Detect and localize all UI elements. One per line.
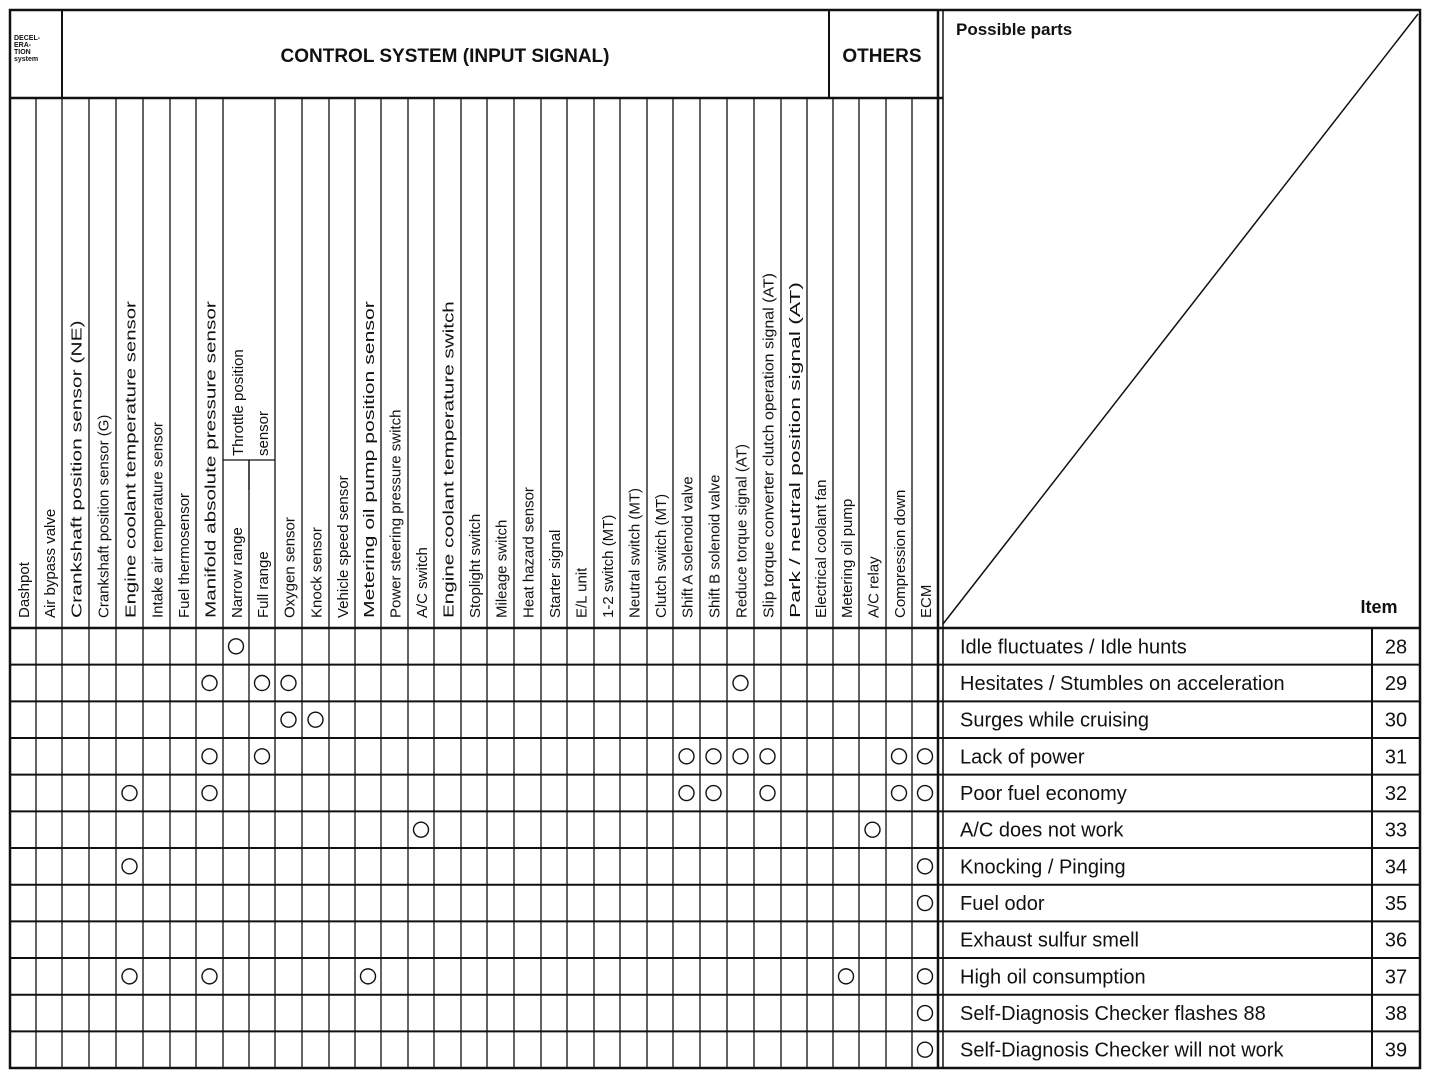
column-label: ECM — [918, 584, 935, 618]
mark-circle — [202, 676, 217, 691]
column-label: A/C switch — [414, 547, 431, 618]
table-row — [229, 636, 1408, 658]
mark-circle — [308, 712, 323, 727]
table-row — [281, 710, 1407, 732]
symptom-label: Idle fluctuates / Idle hunts — [960, 636, 1187, 659]
table-row — [918, 1040, 1408, 1062]
symptom-label: Surges while cruising — [960, 709, 1149, 732]
mark-circle — [760, 749, 775, 764]
mark-circle — [918, 896, 933, 911]
mark-circle — [839, 969, 854, 984]
mark-circle — [122, 786, 137, 801]
control-system-heading: CONTROL SYSTEM (INPUT SIGNAL) — [280, 46, 610, 67]
column-label: Knock sensor — [308, 527, 326, 618]
table-row — [918, 1003, 1408, 1025]
column-label: Crankshaft position sensor (NE) — [68, 405, 86, 618]
column-label: Stoplight switch — [467, 513, 484, 618]
column-label: Oxygen sensor — [281, 517, 299, 618]
column-label: Dashpot — [16, 562, 33, 618]
others-heading: OTHERS — [842, 46, 922, 67]
item-heading: Item — [1360, 597, 1398, 617]
column-label: Park / neutral position signal (AT) — [787, 397, 804, 618]
item-number: 37 — [1384, 966, 1408, 989]
mark-circle — [122, 969, 137, 984]
column-label: Full range — [255, 551, 272, 618]
table-row — [202, 746, 1407, 768]
item-number: 33 — [1384, 819, 1408, 842]
mark-circle — [918, 859, 933, 874]
column-label: A/C relay — [865, 556, 883, 618]
throttle-group-label: sensor — [255, 410, 272, 456]
mark-circle — [918, 969, 933, 984]
symptom-label: A/C does not work — [960, 819, 1124, 842]
symptom-label: Hesitates / Stumbles on acceleration — [960, 673, 1285, 696]
table-row — [122, 856, 1407, 878]
column-label: Metering oil pump position sensor — [361, 393, 378, 618]
mark-circle — [281, 712, 296, 727]
column-label: Slip torque converter clutch operation signal (AT) — [760, 293, 778, 618]
column-label: Power steering pressure switch — [387, 409, 405, 618]
item-number: 34 — [1384, 856, 1408, 879]
mark-circle — [892, 786, 907, 801]
mark-circle — [733, 749, 748, 764]
system-label-line: DECEL- — [14, 35, 41, 42]
column-label: Air bypass valve — [42, 508, 59, 618]
column-label: Manifold absolute pressure sensor — [202, 388, 220, 618]
column-label: Starter signal — [547, 529, 564, 618]
item-number: 28 — [1384, 636, 1408, 659]
column-label: Electrical coolant fan — [813, 479, 830, 618]
mark-circle — [892, 749, 907, 764]
corner-diagonal — [943, 14, 1418, 624]
column-label: Neutral switch (MT) — [626, 487, 644, 618]
mark-circle — [918, 1042, 933, 1057]
mark-circle — [918, 1006, 933, 1021]
column-label: Engine coolant temperature sensor — [122, 384, 140, 618]
mark-circle — [122, 859, 137, 874]
column-label: E/L unit — [573, 567, 591, 618]
symptom-label: Exhaust sulfur smell — [960, 929, 1139, 952]
column-label: 1-2 switch (MT) — [600, 514, 617, 618]
system-label-line: system — [14, 56, 39, 63]
column-label: Shift B solenoid valve — [706, 474, 724, 618]
column-label: Vehicle speed sensor — [335, 475, 352, 618]
table-row — [122, 966, 1407, 988]
item-number: 30 — [1384, 709, 1408, 732]
symptom-label: Knocking / Pinging — [960, 856, 1126, 879]
column-label: Metering oil pump — [839, 498, 856, 618]
table-row — [960, 930, 1407, 952]
mark-circle — [361, 969, 376, 984]
table-row — [918, 893, 1408, 915]
mark-circle — [733, 676, 748, 691]
mark-circle — [414, 822, 429, 837]
item-number: 31 — [1384, 746, 1408, 769]
table-row — [202, 673, 1407, 695]
item-number: 29 — [1384, 673, 1408, 696]
mark-circle — [281, 676, 296, 691]
column-label: Crankshaft position sensor (G) — [95, 414, 113, 618]
symptom-label: High oil consumption — [960, 966, 1146, 989]
column-label: Reduce torque signal (AT) — [733, 444, 751, 618]
mark-circle — [918, 749, 933, 764]
symptom-label: Poor fuel economy — [960, 783, 1127, 806]
mark-circle — [679, 749, 694, 764]
column-label: Fuel thermosensor — [176, 492, 193, 618]
mark-circle — [255, 749, 270, 764]
column-label: Mileage switch — [493, 519, 511, 618]
column-label: Engine coolant temperature switch — [440, 387, 458, 618]
table-row — [122, 783, 1407, 805]
item-number: 38 — [1384, 1003, 1408, 1026]
system-label-line: ERA- — [14, 42, 32, 49]
mark-circle — [229, 639, 244, 654]
column-label: Heat hazard sensor — [520, 487, 538, 618]
system-label-line: TION — [14, 49, 31, 56]
column-label: Narrow range — [229, 527, 246, 618]
mark-circle — [865, 822, 880, 837]
mark-circle — [202, 969, 217, 984]
possible-parts-heading: Possible parts — [956, 20, 1073, 39]
symptom-label: Fuel odor — [960, 893, 1045, 916]
mark-circle — [706, 786, 721, 801]
throttle-group-label: Throttle position — [230, 349, 247, 456]
item-number: 35 — [1384, 893, 1408, 916]
mark-circle — [918, 786, 933, 801]
mark-circle — [706, 749, 721, 764]
item-number: 32 — [1384, 783, 1408, 806]
item-number: 39 — [1384, 1039, 1408, 1062]
mark-circle — [202, 749, 217, 764]
item-number: 36 — [1384, 929, 1408, 952]
symptom-label: Self-Diagnosis Checker flashes 88 — [960, 1003, 1266, 1026]
column-label: Compression down — [892, 489, 909, 618]
mark-circle — [760, 786, 775, 801]
mark-circle — [679, 786, 694, 801]
symptom-label: Lack of power — [960, 746, 1085, 769]
column-label: Clutch switch (MT) — [653, 493, 670, 618]
mark-circle — [202, 786, 217, 801]
column-label: Intake air temperature sensor — [149, 422, 167, 618]
system-label — [14, 35, 41, 63]
symptom-label: Self-Diagnosis Checker will not work — [960, 1039, 1284, 1062]
mark-circle — [255, 676, 270, 691]
column-label: Shift A solenoid valve — [679, 476, 697, 618]
table-row — [414, 820, 1408, 842]
